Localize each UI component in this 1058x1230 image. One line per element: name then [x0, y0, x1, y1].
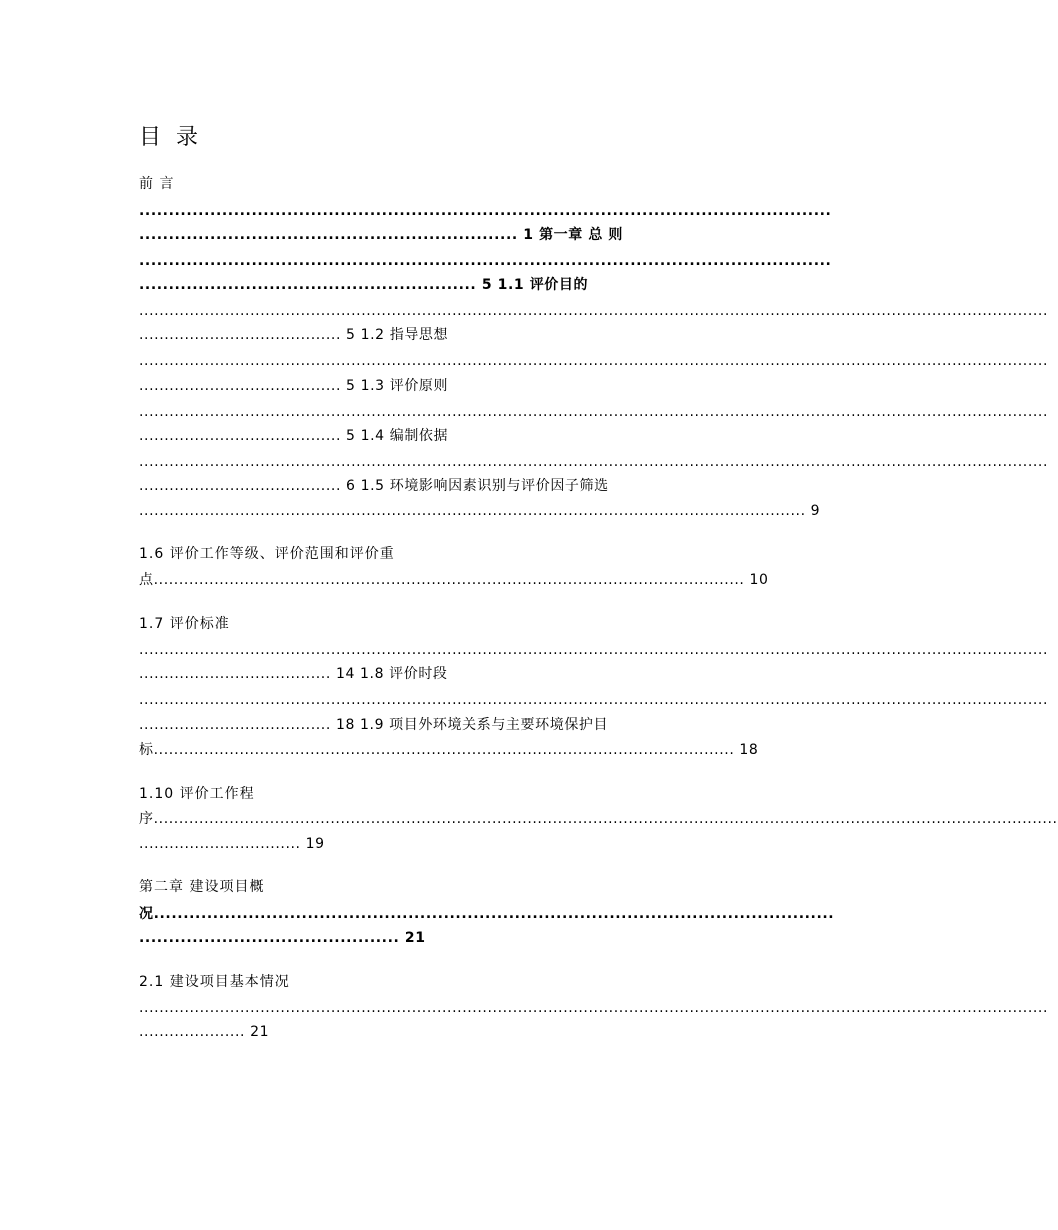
toc-entry-1-3: ........................................ 5 1.3 评价原则 — [139, 378, 449, 394]
toc-entry-1-5: ........................................ 6 1.5 环境影响因素识别与评价因子筛选 — [139, 478, 609, 494]
toc-page-number-line: .................................................................................................................................... 9 — [139, 503, 821, 519]
toc-leader-line: .................................................................................................................................................................................... — [139, 1000, 1049, 1016]
toc-leader-line: .................................................................................................................................................................................... — [139, 303, 1049, 319]
toc-page-number-line: 标................................................................................................................... 18 — [139, 742, 759, 758]
toc-entry-chapter-2: 第二章 建设项目概 — [139, 879, 265, 895]
toc-page-number-line: ............................................ 21 — [139, 930, 426, 946]
toc-entry-1-9: ...................................... 18 1.9 项目外环境关系与主要环境保护目 — [139, 717, 609, 733]
toc-page-number-line: ................................ 19 — [139, 836, 325, 852]
toc-leader-line: ..................................................................................................................... — [139, 203, 832, 219]
toc-leader-line: .................................................................................................................................................................................... — [139, 692, 1049, 708]
toc-leader-line: .................................................................................................................................................................................... — [139, 353, 1049, 369]
toc-page-number-line: 点..................................................................................................................... 10 — [139, 572, 769, 588]
toc-entry-preface: 前 言 — [139, 176, 175, 192]
toc-leader-line: 况................................................................................................................... — [139, 906, 835, 922]
toc-entry-1-2: ........................................ 5 1.2 指导思想 — [139, 327, 449, 343]
toc-leader-line: .................................................................................................................................................................................... — [139, 642, 1049, 658]
toc-entry-1-1: ......................................................... 5 1.1 评价目的 — [139, 277, 589, 293]
toc-leader-line: .................................................................................................................................................................................... — [139, 404, 1049, 420]
toc-entry-chapter-1: ................................................................ 1 第一章 总 则 — [139, 227, 624, 243]
toc-entry-1-6: 1.6 评价工作等级、评价范围和评价重 — [139, 546, 395, 562]
toc-entry-1-8: ...................................... 14 1.8 评价时段 — [139, 666, 448, 682]
toc-leader-line: ..................................................................................................................... — [139, 253, 832, 269]
toc-leader-line: .................................................................................................................................................................................... — [139, 454, 1049, 470]
toc-leader-line: 序................................................................................................................................................................................... — [139, 811, 1058, 827]
toc-entry-2-1: 2.1 建设项目基本情况 — [139, 974, 290, 990]
toc-entry-1-7: 1.7 评价标准 — [139, 616, 230, 632]
toc-page-number-line: ..................... 21 — [139, 1024, 270, 1040]
toc-title: 目 录 — [139, 125, 202, 150]
toc-entry-1-4: ........................................ 5 1.4 编制依据 — [139, 428, 449, 444]
toc-entry-1-10: 1.10 评价工作程 — [139, 786, 255, 802]
